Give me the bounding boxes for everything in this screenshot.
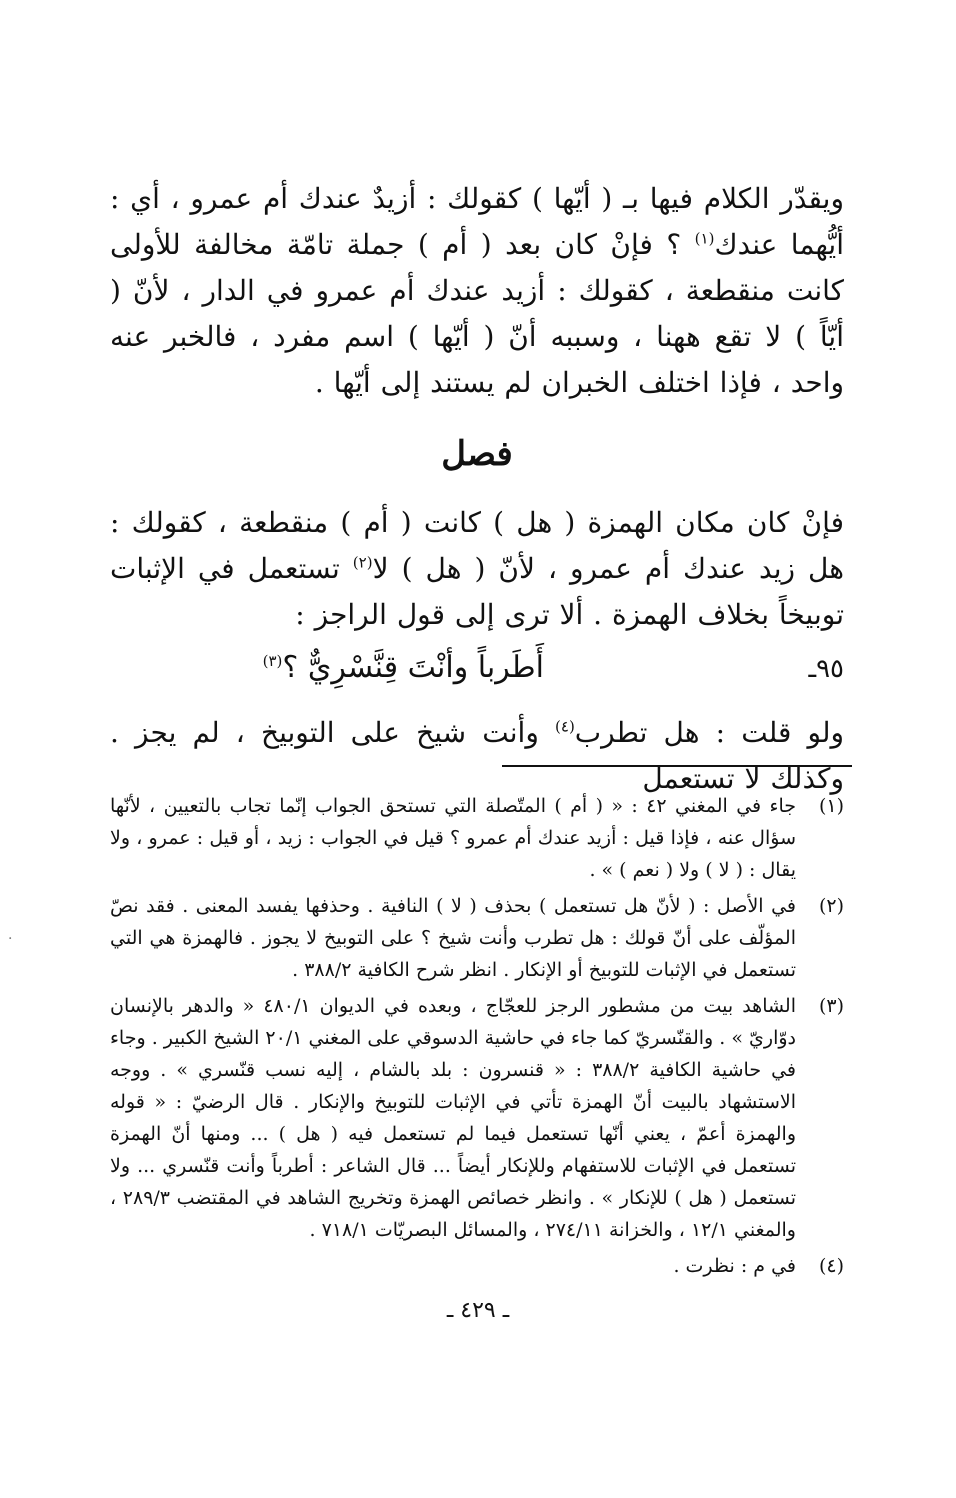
paragraph-2 <box>110 500 844 638</box>
footnote-ref-1[interactable]: (١) <box>694 229 715 248</box>
verse-row <box>110 644 844 700</box>
footnote-4 <box>110 1250 844 1282</box>
footnote-divider <box>502 765 852 767</box>
footnote-3 <box>110 990 844 1246</box>
footnote-ref-2[interactable]: (٢) <box>352 553 373 572</box>
paragraph-1 <box>110 176 844 406</box>
footnote-1 <box>110 790 844 886</box>
margin-mark: · <box>8 931 13 947</box>
footnote-text: في م : نظرت . <box>673 1255 796 1277</box>
verse-number: ٩٥ـ <box>808 654 844 684</box>
footnote-ref-3[interactable]: (٣) <box>262 652 283 670</box>
footnote-number: (٣) <box>818 995 844 1017</box>
footnote-2 <box>110 890 844 986</box>
footnote-text: جاء في المغني ٤٢ : « ( أم ) المتّصلة التي تستحق الجواب إنّما تجاب بالتعيين ، لأنّها سؤال عنه ، فإذا قيل : أزيد عندك أم عمرو ؟ قيل في الجواب : زيد ، أو قيل : عمرو ، ولا يقال : ( لا ) ولا ( نعم ) » . <box>110 795 796 881</box>
paragraph-1-end: ؟ فإنْ كان بعد ( أم ) جملة تامّة مخالفة للأولى كانت منقطعة ، كقولك : أزيد عندك أم عمرو في الدار ، لأنّ ( أيّاً ) لا تقع ههنا ، وسببه أنّ ( أيّها ) اسم مفرد ، فالخبر عنه واحد ، فإذا اختلف الخبران لم يستند إلى أيّها . <box>110 228 844 399</box>
paragraph-2-start: فإنْ كان مكان الهمزة ( هل ) كانت ( أم ) منقطعة ، كقولك : هل زيد عندك أم عمرو ، لأنّ ( هل ) لا <box>110 506 844 585</box>
footnote-number: (٢) <box>818 895 844 917</box>
verse-line: أَطَرباً وأنْتَ قِنَّسْرِيٌّ ؟ <box>282 650 544 685</box>
paragraph-3-end: وأنت شيخ على التوبيخ ، لم يجز . وكذلك لا تستعمل <box>110 716 844 795</box>
verse-text <box>263 650 544 685</box>
paragraph-3 <box>110 710 844 802</box>
footnote-text: في الأصل : ( لأنّ هل تستعمل ) بحذف ( لا ) النافية . وحذفها يفسد المعنى . فقد نصّ المؤلّف على أنّ قولك : هل تطرب وأنت شيخ ؟ على التوبيخ لا يجوز . فالهمزة هي التي تستعمل في الإثبات للتوبيخ أو الإنكار . انظر شرح الكافية ٣٨٨/٢ . <box>110 895 796 981</box>
paragraph-3-start: ولو قلت : هل تطرب <box>574 716 845 749</box>
main-text <box>110 176 844 802</box>
paragraph-1-start: ويقدّر الكلام فيها بـ ( أيّها ) كقولك : أزيدٌ عندك أم عمرو ، أي : أيُّهما عندك <box>110 182 845 261</box>
footnote-number: (٤) <box>818 1255 844 1277</box>
footnote-ref-4[interactable]: (٤) <box>555 717 575 736</box>
footnote-text: الشاهد بيت من مشطور الرجز للعجّاج ، وبعده في الديوان ٤٨٠/١ « والدهر بالإنسان دوّاريّ » . والقنّسريّ كما جاء في حاشية الدسوقي على المغني ٢٠/١ الشيخ الكبير . وجاء في حاشية الكافية ٣٨٨/٢ : « قنسرون : بلد بالشام ، إليه نسب قنّسري » . ووجه الاستشهاد بالبيت أنّ الهمزة تأتي في الإثبات للتوبيخ والإنكار . قال الرضيّ : « قوله والهمزة أعمّ ، يعني أنّها تستعمل فيما لم تستعمل فيه ( هل ) ... ومنها أنّ الهمزة تستعمل في الإثبات للاستفهام وللإنكار أيضاً ... قال الشاعر : أطرباً وأنت قنّسري ... ولا تستعمل ( هل ) للإنكار » . وانظر خصائص الهمزة وتخريج الشاهد في المقتضب ٢٨٩/٣ ، والمغني ١٢/١ ، والخزانة ٢٧٤/١١ ، والمسائل البصريّات ٧١٨/١ . <box>110 995 796 1241</box>
page-number: ـ ٤٢٩ ـ <box>446 1298 510 1323</box>
footnotes <box>110 790 844 1286</box>
section-heading: فصل <box>441 434 513 474</box>
footnote-number: (١) <box>818 795 844 817</box>
paragraph-2-end: تستعمل في الإثبات توبيخاً بخلاف الهمزة . ألا ترى إلى قول الراجز : <box>110 552 844 631</box>
